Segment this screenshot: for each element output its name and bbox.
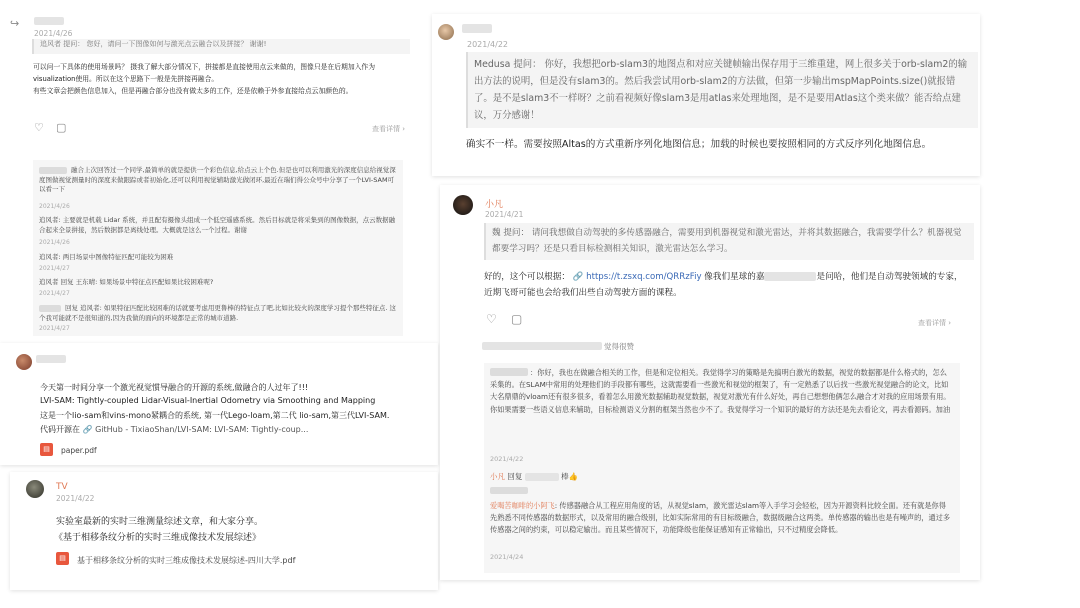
code-link-row	[40, 424, 308, 435]
post-date: 2021/4/26	[34, 29, 73, 38]
post-title: 《基于相移条纹分析的实时三维成像技术发展综述》	[54, 533, 262, 543]
reply-user[interactable]: 小凡	[490, 472, 505, 481]
post-date: 2021/4/22	[56, 494, 95, 503]
thread-comment: 回复 追风者: 如果特征匹配比较困难的话就要考虑用更鲁棒的特征点了吧,比如比较火的深度学习提个那些特征点. 这个我可能就不是很知道的,因为我做的面向的环境都是正常的城市道路.	[39, 304, 397, 322]
link-icon: 🔗	[82, 425, 96, 434]
answer-text: 可以问一下具体的使用场景吗？ 摄我了解大部分情况下，拼接都是直接使用点云来做的，图像只是在后期加入作为visualization使用。所以在这个思路下一般是先拼接再融合。 有些文章会把颜色信息加入，但是再融合部分也没有做太多的工作，还是依赖于外参直接给点云加颜色的。	[33, 63, 376, 95]
view-details-link[interactable]: 查看详情 ›	[372, 125, 406, 133]
post-card-2	[0, 343, 438, 465]
link-icon: 🔗	[572, 272, 587, 282]
thread-date: 2021/4/27	[39, 265, 70, 272]
comment-date: 2021/4/22	[490, 455, 524, 463]
post-card-1	[0, 10, 418, 138]
like-icon[interactable]: ♡	[34, 121, 44, 134]
post-date: 2021/4/22	[467, 40, 509, 49]
post-card-3	[10, 472, 438, 590]
thread-date: 2021/4/27	[39, 325, 70, 332]
thread-date: 2021/4/27	[39, 290, 70, 297]
reply-date-blurred	[490, 487, 528, 494]
answer-link[interactable]: https://t.zsxq.com/QRRzFiy	[586, 272, 702, 282]
like-icon[interactable]: ♡	[486, 312, 497, 326]
user-name-blurred	[34, 17, 64, 25]
thread-date: 2021/4/26	[39, 203, 70, 210]
user-name-blurred	[462, 24, 492, 33]
question-quote: 魏 提问： 请问我想做自动驾驶的多传感器融合，需要用到机器视觉和激光雷达，并将其数据融合，我需要学什么？机器视觉都要学习吗？还是只看目标检测相关知识，激光雷达怎么学习。	[484, 223, 974, 260]
post-card-4	[432, 14, 980, 176]
reply-text: 棒👍	[561, 472, 579, 481]
comment-text: ：你好，我也在做融合相关的工作，但是和定位相关。我觉得学习的策略是先搞明白激光的数据，视觉的数据都是什么格式的，怎么采集的。在SLAM中常用的处理他们的手段都有哪些，这就需要看一些激光和视觉的框架了，有一定熟悉了以后找一些激光视觉融合的论文，比如大名鼎鼎的vloam还有很多很多，看着怎么用激光数据辅助视觉数据，视觉对激光有什么好处，再自己想想他俩怎么融合才对我的应用场景有用。你如果需要一些语义信息来辅助，目标检测语义分割的框架当然也少不了。我觉得学习一个知识的最好的方法还是先去看论文，再去看源码。加油	[490, 368, 951, 414]
question-quote: Medusa 提问： 你好，我想把orb-slam3的地图点和对应关键帧输出保存用于三维重建，网上很多关于orb-slam2的输出方法的说明，但是没有slam3的。然后我尝试用orb-slam2的方法做，但第一步输出mspMapPoints.size()就报错了。是不是slam3不一样呀？之前看视频好像slam3是用atlas来处理地图，是不是要用Atlas这个类来做？能否给点建议，万分感谢！	[466, 52, 978, 128]
post-description: 这是一个lio-sam和vins-mono紧耦合的系统, 第一代Lego-loam,第二代 lio-sam,第三代LVI-SAM.	[40, 411, 390, 420]
user-name[interactable]: TV	[56, 482, 68, 492]
answer-text	[484, 270, 964, 301]
github-link[interactable]: GitHub - TixiaoShan/LVI-SAM: LVI-SAM: Tightly-coup...	[95, 425, 309, 434]
post-card-5	[440, 185, 980, 580]
thread-comment: 融合上次回答过一个同学,最简单的就是提供一个彩色信息,给点云上个色.但是也可以利用激光的深度信息给视觉深度图做视觉测量时的深度来做跟踪或者初始化,还可以利用视觉辅助激光做闭环,最近在瑞们得公众号中分享了一个LVI-SAM可以看一下	[39, 166, 396, 193]
share-arrow-icon[interactable]: ↪	[10, 17, 20, 30]
comment-thread	[33, 160, 403, 336]
reply-text: 传感器融合从工程应用角度的话，从视觉slam，激光雷达slam等入手学习会轻松，因为开源资料比较全面。还有就是你得先熟悉不同传感器的数据形式，以及常用的融合级别，比如实际常用的有目标级融合，数据级融合这两类。单传感器的输出也是有噪声的，通过多传感器之间的约束，可以稳定输出。而且某些情况下，功能降级也能保证感知有正常输出，只不过精度会降低。	[490, 501, 951, 535]
thread-comment: 追风者: 两目场景中图像特征匹配可能较为困难	[39, 253, 174, 261]
answer-part-1: 好的，这个可以根据：	[484, 272, 570, 282]
comment-box	[484, 363, 960, 573]
view-details-link[interactable]: 查看详情 ›	[918, 319, 952, 327]
user-name-blurred	[36, 355, 66, 363]
comment-icon[interactable]: ▢	[56, 121, 67, 134]
post-text: 今天第一时间分享一个激光视觉惯导融合的开源的系统,做融合的人过年了!!!	[40, 383, 309, 392]
comment-icon[interactable]: ▢	[511, 312, 523, 326]
attachment-name[interactable]: 基于相移条纹分析的实时三维成像技术发展综述-四川大学.pdf	[77, 556, 296, 565]
attachment-name[interactable]: paper.pdf	[61, 446, 97, 455]
thread-comment: 追风者: 主要就是机载 Lidar 系统，并且配有摄像头组成一个低空遥感系统。然后目标就是将采集到的图像数据，点云数据融合起来全景拼接，然后数据都是离线处理。大概就是这么一个过程。谢谢	[39, 216, 396, 234]
thread-comment: 追风者 回复 王东晴: 如果场景中特征点匹配如果比较困难呢?	[39, 278, 214, 286]
post-date: 2021/4/21	[485, 210, 524, 219]
liked-label: 觉得很赞	[604, 342, 634, 351]
paper-title: LVI-SAM: Tightly-coupled Lidar-Visual-Inertial Odometry via Smoothing and Mapping	[40, 396, 376, 405]
answer-text: 确实不一样。需要按照Altas的方式重新序列化地图信息；加载的时候也要按照相同的方式反序列化地图信息。	[466, 139, 932, 150]
likers-blurred	[482, 342, 602, 350]
reply-row: 爱喝苦咖啡的小阿飞: 传感器融合从工程应用角度的话，从视觉slam，激光雷达slam等入手学习会轻松，因为开源资料比较全面。还有就是你得先熟悉不同传感器的数据形式，以及常用的融合级别，比如实际常用的有目标级融合，数据级融合这两类。单传感器的输出也是有噪声的，通过多传感器之间的约束，可以稳定输出。而且某些情况下，功能降级也能保证感知有正常输出，只不过精度会降低。	[490, 501, 951, 535]
reply-row	[490, 472, 950, 482]
avatar	[438, 24, 454, 40]
avatar	[26, 480, 44, 498]
avatar	[453, 195, 473, 215]
reply-label: 回复	[507, 472, 523, 481]
answer-part-3: 是问哈，他们是自动驾驶领域的专家，近期飞哥可能也会给我们出些自动驾驶方面的课程。	[484, 272, 963, 298]
answer-part-2: 像我们星球的嘉	[704, 272, 765, 282]
code-prefix: 代码开源在	[40, 425, 80, 434]
question-quote: 追风者 提问： 您好，请问一下图像如何与激光点云融合以及拼接？ 谢谢!	[32, 39, 410, 54]
reply-date: 2021/4/24	[490, 553, 524, 561]
name-blurred	[525, 473, 559, 481]
pdf-icon: ▤	[40, 443, 53, 456]
thread-date: 2021/4/26	[39, 239, 70, 246]
name-blurred	[764, 272, 816, 281]
reply-user[interactable]: 爱喝苦咖啡的小阿飞	[490, 501, 555, 510]
post-text: 实验室最新的实时三维测量综述文章，和大家分享。	[56, 517, 264, 527]
avatar	[16, 354, 32, 370]
user-name[interactable]: 小凡	[485, 200, 504, 210]
pdf-icon: ▤	[56, 552, 69, 565]
